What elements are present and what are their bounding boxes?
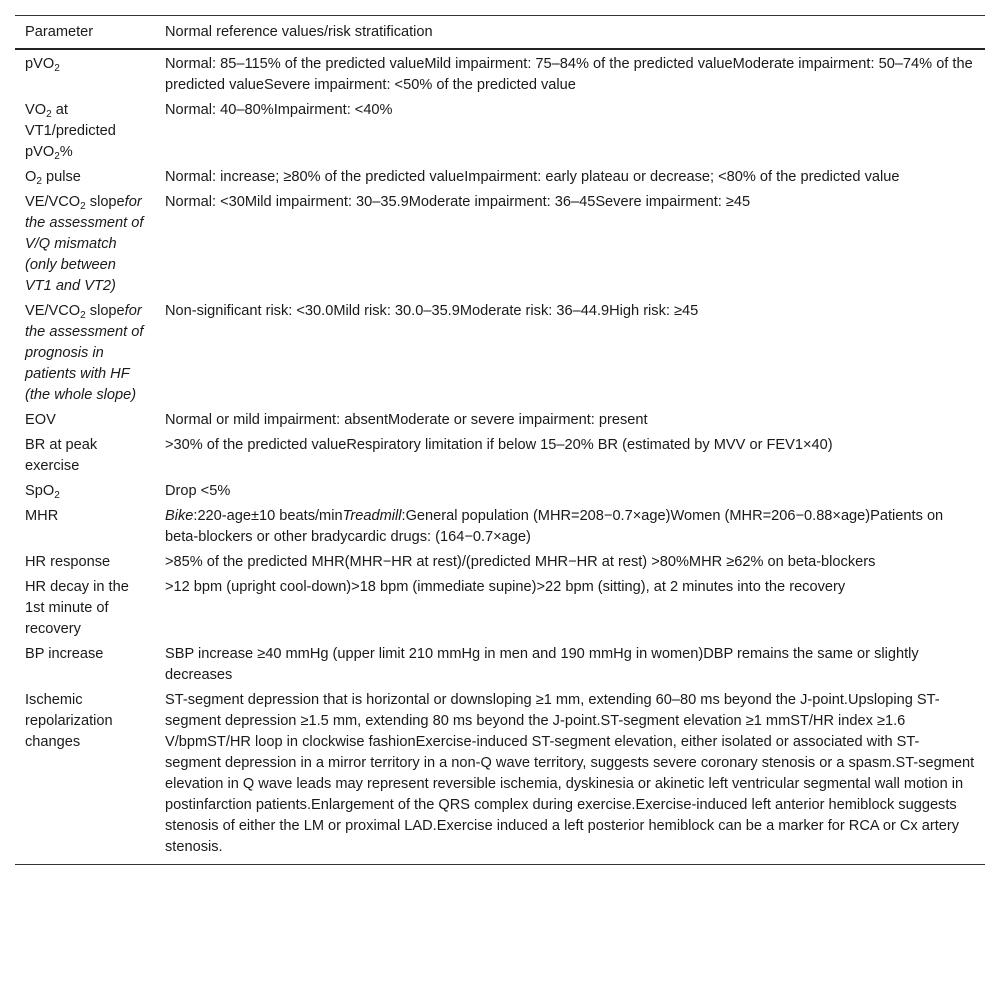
value-cell: Normal: increase; ≥80% of the predicted valueImpairment: early plateau or decrease; <80% of the predicted value: [165, 169, 900, 185]
parameter-cell: BP increase: [25, 646, 104, 662]
table-header-row: [15, 16, 985, 50]
parameter-cell: $VO_2$ at VT1/predicted pVO$_2$%: [25, 102, 116, 162]
value-cell: Normal: 40–80%Impairment: <40%: [165, 102, 393, 118]
value-cell: Drop <5%: [165, 483, 231, 499]
reference-table-container: [15, 15, 985, 865]
value-cell: Non-significant risk: <30.0Mild risk: 30.0–35.9Moderate risk: 36–44.9High risk: ≥45: [165, 303, 699, 319]
parameter-cell: pVO$_2$: [25, 56, 60, 74]
parameter-cell: HR response: [25, 554, 111, 570]
table-row: [15, 575, 985, 642]
value-cell: Normal or mild impairment: absentModerate or severe impairment: present: [165, 412, 648, 428]
parameter-cell: $O_2$ pulse: [25, 169, 81, 187]
table-row: [15, 408, 985, 433]
table-row: [15, 98, 985, 165]
table-row: [15, 190, 985, 299]
value-cell: >12 bpm (upright cool-down)>18 bpm (immediate supine)>22 bpm (sitting), at 2 minutes into the recovery: [165, 579, 846, 595]
table-row: [15, 165, 985, 190]
parameter-cell: EOV: [25, 412, 56, 428]
table-row: [15, 504, 985, 550]
value-cell: Normal: 85–115% of the predicted valueMild impairment: 75–84% of the predicted valueModerate impairment: 50–74% of the predicted valueSevere impairment: <50% of the predicted value: [165, 56, 973, 93]
value-cell: Normal: <30Mild impairment: 30–35.9Moderate impairment: 36–45Severe impairment: ≥45: [165, 194, 751, 210]
value-cell: SBP increase ≥40 mmHg (upper limit 210 mmHg in men and 190 mmHg in women)DBP remains the same or slightly decreases: [165, 646, 919, 683]
table-row: [15, 642, 985, 688]
value-cell: >85% of the predicted MHR(MHR−HR at rest)/(predicted MHR−HR at rest) >80%MHR ≥62% on beta-blockers: [165, 554, 876, 570]
header-reference-values: Normal reference values/risk stratification: [155, 16, 985, 50]
table-row: [15, 550, 985, 575]
table-row: [15, 479, 985, 504]
parameter-cell: HR decay in the 1st minute of recovery: [25, 579, 129, 637]
parameter-cell: Ischemic repolarization changes: [15, 688, 155, 865]
value-cell: >30% of the predicted valueRespiratory limitation if below 15–20% BR (estimated by MVV or FEV1×40): [165, 437, 833, 453]
value-cell: Bike:220-age±10 beats/minTreadmill:General population (MHR=208−0.7×age)Women (MHR=206−0.88×age)Patients on beta-blockers or other bradycardic drugs: (164−0.7×age): [165, 508, 944, 545]
table-row: [15, 299, 985, 408]
reference-values-table: [15, 15, 985, 865]
parameter-cell: $VE/VCO_2$ slopefor the assessment of prognosis in patients with HF (the whole slope): [25, 303, 144, 403]
header-parameter: Parameter: [15, 16, 155, 50]
value-cell: ST-segment depression that is horizontal or downsloping ≥1 mm, extending 60–80 ms beyond the J-point.Upsloping ST-segment depression ≥1.5 mm, extending 80 ms beyond the J-point.ST-segment elevation ≥1 mmST/HR index ≥1.6 V/bpmST/HR loop in clockwise fashionExercise-induced ST-segment elevation, either isolated or associated with ST-segment depression in a mirror territory in a non-Q wave territory, suggests severe coronary stenosis or a spasm.ST-segment elevation in Q wave leads may represent reversible ischemia, dyskinesia or akinetic left ventricular segmental wall motion in postinfarction patients.Enlargement of the QRS complex during exercise.Exercise-induced left anterior hemiblock suggests stenosis of either the LM or proximal LAD.Exercise induced a left posterior hemiblock can be a marker for RCA or Cx artery stenosis.: [155, 688, 985, 865]
parameter-cell: MHR: [25, 508, 59, 524]
parameter-cell: $VE/VCO_2$ slopefor the assessment of V/Q mismatch (only between VT1 and VT2): [25, 194, 144, 294]
table-row: [15, 49, 985, 98]
table-row: [15, 433, 985, 479]
parameter-cell: SpO$_2$: [25, 483, 60, 501]
parameter-cell: BR at peak exercise: [25, 437, 98, 474]
table-row: [15, 688, 985, 865]
